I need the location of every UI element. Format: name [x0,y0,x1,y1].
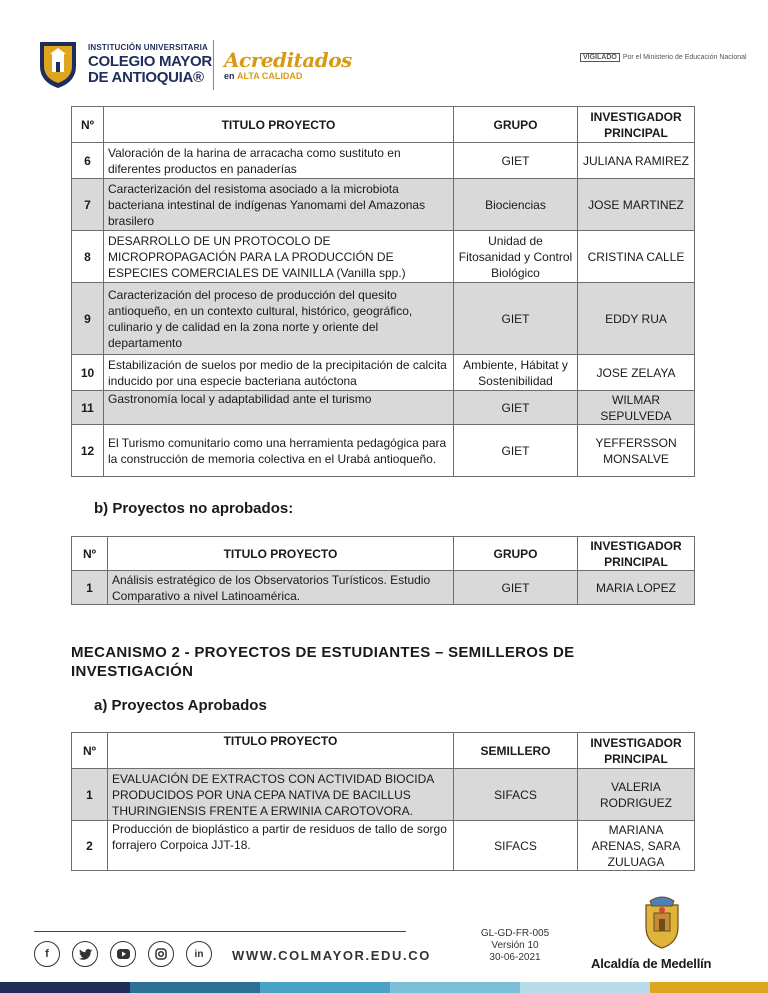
accreditation-title: Acreditados [224,48,352,72]
row-group: Ambiente, Hábitat y Sostenibilidad [454,355,578,391]
vigilado-box: VIGILADO [580,53,620,62]
accreditation-subtitle [224,71,352,81]
color-bar-segment [0,982,130,993]
accreditation-logo [224,48,352,81]
table-header-row [72,537,695,571]
header-divider [213,40,214,90]
row-investigator: VALERIA RODRIGUEZ [578,769,695,821]
row-investigator: JULIANA RAMIREZ [578,143,695,179]
document-date: 30-06-2021 [489,952,541,963]
table-row [72,355,695,391]
institution-line-3: DE ANTIOQUIA® [88,69,204,86]
vigilado-notice [580,53,747,62]
mechanism-2-heading: MECANISMO 2 - PROYECTOS DE ESTUDIANTES – SEMILLEROS DE INVESTIGACIÓN [71,644,575,680]
footer-divider [34,931,406,932]
col-header-title: TITULO PROYECTO [104,107,454,143]
table-row [72,769,695,821]
col-header-number: Nº [72,733,108,769]
row-number: 2 [72,821,108,871]
row-investigator: YEFFERSSON MONSALVE [578,425,695,477]
row-title: Valoración de la harina de arracacha como sustituto en diferentes productos en panaderías [104,143,454,179]
institution-line-2: COLEGIO MAYOR [88,53,212,70]
accreditation-quality: ALTA CALIDAD [237,71,303,81]
col-header-number: Nº [72,537,108,571]
row-group: GIET [454,571,578,605]
row-number: 10 [72,355,104,391]
row-investigator: JOSE MARTINEZ [578,179,695,231]
table-row [72,143,695,179]
row-number: 6 [72,143,104,179]
row-number: 8 [72,231,104,283]
footer-color-bar [0,982,768,993]
color-bar-segment [650,982,768,993]
col-header-number: Nº [72,107,104,143]
col-header-group: GRUPO [454,537,578,571]
col-header-investigator: INVESTIGADOR PRINCIPAL [578,733,695,769]
row-number: 7 [72,179,104,231]
row-number: 11 [72,391,104,425]
row-group: GIET [454,425,578,477]
color-bar-segment [260,982,390,993]
row-title: Producción de bioplástico a partir de residuos de tallo de sorgo forrajero Corpoica JJT-18. [108,821,454,871]
row-title: Caracterización del proceso de producción del quesito antioqueño, en un contexto cultural, histórico, geográfico, culinario y de calidad en la zona norte y oriente del departamento [104,283,454,355]
table-row [72,179,695,231]
row-investigator: WILMAR SEPULVEDA [578,391,695,425]
facebook-icon[interactable]: f [34,941,60,967]
linkedin-icon[interactable]: in [186,941,212,967]
row-group: GIET [454,283,578,355]
document-code [470,928,560,964]
row-seedbed: SIFACS [454,821,578,871]
row-title: Estabilización de suelos por medio de la precipitación de calcita inducido por una especie bacteriana autóctona [104,355,454,391]
student-projects-table [71,732,695,871]
color-bar-segment [390,982,520,993]
section-not-approved-heading: b) Proyectos no aprobados: [94,500,294,517]
row-group: Unidad de Fitosanidad y Control Biológico [454,231,578,283]
table-header-row [72,107,695,143]
col-header-investigator: INVESTIGADOR PRINCIPAL [578,537,695,571]
row-group: Biociencias [454,179,578,231]
row-investigator: JOSE ZELAYA [578,355,695,391]
row-investigator: MARIA LOPEZ [578,571,695,605]
row-title: DESARROLLO DE UN PROTOCOLO DE MICROPROPAGACIÓN PARA LA PRODUCCIÓN DE ESPECIES COMERCIALES DE VAINILLA (Vanilla spp.) [104,231,454,283]
document-code-id: GL-GD-FR-005 [480,928,550,939]
row-title: Caracterización del resistoma asociado a la microbiota bacteriana intestinal de indígenas Yanomami del Amazonas brasilero [104,179,454,231]
twitter-icon[interactable] [72,941,98,967]
youtube-icon[interactable] [110,941,136,967]
col-header-seedbed: SEMILLERO [454,733,578,769]
color-bar-segment [520,982,650,993]
row-number: 9 [72,283,104,355]
section-approved-heading: a) Proyectos Aprobados [94,697,267,714]
table-row [72,821,695,871]
vigilado-text: Por el Ministerio de Educación Nacional [622,54,747,61]
row-seedbed: SIFACS [454,769,578,821]
col-header-title: TITULO PROYECTO [108,733,454,769]
table-row [72,571,695,605]
not-approved-projects-table [71,536,695,605]
row-group: GIET [454,143,578,179]
row-number: 1 [72,571,108,605]
row-group: GIET [454,391,578,425]
medellin-coat-of-arms-icon [640,893,684,949]
page-header [0,0,768,100]
institution-shield-icon [36,38,80,90]
row-number: 1 [72,769,108,821]
table-row [72,425,695,477]
row-investigator: MARIANA ARENAS, SARA ZULUAGA [578,821,695,871]
table-row [72,391,695,425]
alcaldia-medellin-label: Alcaldía de Medellín [591,956,712,971]
row-number: 12 [72,425,104,477]
row-investigator: EDDY RUA [578,283,695,355]
col-header-group: GRUPO [454,107,578,143]
institution-line-1: INSTITUCIÓN UNIVERSITARIA [88,43,208,52]
institution-name [88,44,212,85]
table-row [72,283,695,355]
approved-projects-table [71,106,695,477]
document-version: Versión 10 [491,940,539,951]
accreditation-prefix: en [224,71,235,81]
color-bar-segment [130,982,260,993]
instagram-icon[interactable] [148,941,174,967]
col-header-title: TITULO PROYECTO [108,537,454,571]
row-title: EVALUACIÓN DE EXTRACTOS CON ACTIVIDAD BIOCIDA PRODUCIDOS POR UNA CEPA NATIVA DE BACILLUS THURINGIENSIS FRENTE A ERWINIA CAROTOVORA. [108,769,454,821]
website-link[interactable]: WWW.COLMAYOR.EDU.CO [232,948,431,963]
table-header-row [72,733,695,769]
table-row [72,231,695,283]
row-investigator: CRISTINA CALLE [578,231,695,283]
row-title: Análisis estratégico de los Observatorios Turísticos. Estudio Comparativo a nivel Latinoamérica. [108,571,454,605]
col-header-investigator: INVESTIGADOR PRINCIPAL [578,107,695,143]
row-title: El Turismo comunitario como una herramienta pedagógica para la construcción de memoria colectiva en el Urabá antioqueño. [104,425,454,477]
row-title: Gastronomía local y adaptabilidad ante el turismo [104,391,454,425]
